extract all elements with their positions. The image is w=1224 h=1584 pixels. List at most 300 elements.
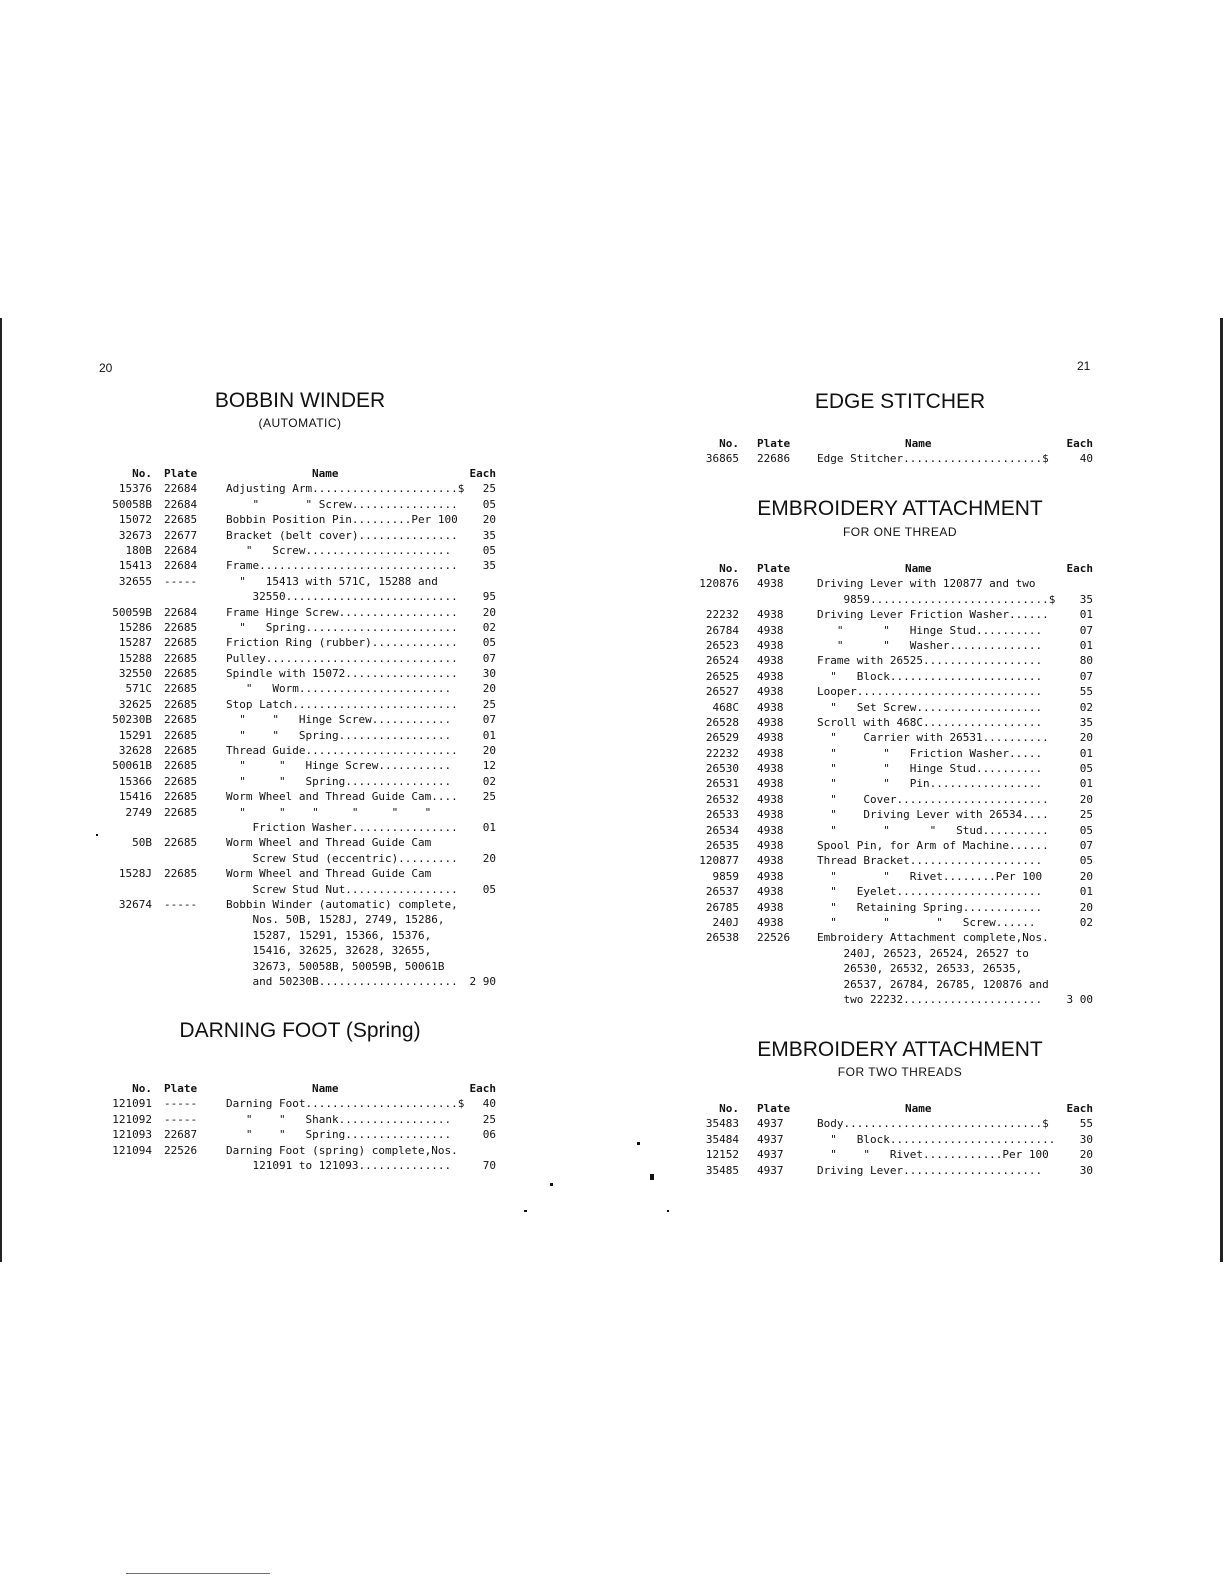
part-number: 26537 [705,885,739,899]
part-name: Friction Ring (rubber)............. [226,636,458,650]
price-each: 01 [1079,746,1093,760]
plate-number: 4938 [757,777,784,791]
table-row [695,853,1100,868]
part-number: 32628 [118,744,152,758]
price-each: 20 [482,744,496,758]
part-name: " " Washer.............. [817,638,1043,652]
plate-number: 22687 [164,1128,198,1142]
part-name: " Cover....................... [817,792,1049,806]
plate-number: 4938 [757,700,784,714]
table-row [695,1116,1100,1131]
part-name: Nos. 50B, 1528J, 2749, 15286, [226,913,445,927]
price-each: 01 [1079,608,1093,622]
part-number: 15288 [118,651,152,665]
part-number: 120877 [699,854,739,868]
part-name: " " Hinge Screw............ [226,713,452,727]
price-each: 30 [1079,1163,1093,1177]
part-name: Embroidery Attachment complete,Nos. [817,931,1049,945]
part-number: 26538 [705,931,739,945]
table-row [100,512,500,527]
price-each: 35 [482,528,496,542]
part-number: 15286 [118,620,152,634]
table-row [695,1132,1100,1147]
header-plate: Plate [757,562,791,575]
part-name: Driving Lever..................... [817,1163,1043,1177]
price-each: 20 [482,851,496,865]
price-each: 25 [482,482,496,496]
price-each: 02 [482,620,496,634]
part-number: 15376 [118,482,152,496]
price-each: 05 [482,636,496,650]
part-number: 26535 [705,839,739,853]
price-each: 07 [482,713,496,727]
table-row [100,589,500,604]
header-plate: Plate [164,1082,198,1095]
embroidery-one-table [695,561,1100,1007]
table-row [100,928,500,943]
table-row [100,1096,500,1111]
table-row [695,451,1100,466]
part-number: 121092 [112,1112,152,1126]
part-number: 50059B [112,605,152,619]
price-each: 07 [482,651,496,665]
part-number: 22232 [705,608,739,622]
part-name: two 22232..................... [817,992,1043,1006]
price-each: 25 [482,1112,496,1126]
table-row [100,743,500,758]
plate-number: ----- [164,897,198,911]
plate-number: 4938 [757,685,784,699]
plate-number: 4938 [757,839,784,853]
part-name: Frame Hinge Screw.................. [226,605,458,619]
table-row [100,681,500,696]
price-each: 35 [1079,592,1093,606]
table-row [100,481,500,496]
print-speck [637,1142,640,1145]
table-row [695,1163,1100,1178]
part-number: 35483 [705,1117,739,1131]
plate-number: 22685 [164,713,198,727]
table-row [100,605,500,620]
price-each: 05 [1079,823,1093,837]
part-name: " " Hinge Stud.......... [817,762,1043,776]
table-row [100,1143,500,1158]
price-each: 35 [482,559,496,573]
price-each: 55 [1079,685,1093,699]
edge-stitcher-title: EDGE STITCHER [814,390,986,413]
table-row [695,730,1100,745]
part-number: 15416 [118,790,152,804]
table-header [695,561,1100,576]
price-each: 3 00 [1066,992,1093,1006]
part-number: 240J [712,915,739,929]
part-number: 36865 [705,452,739,466]
part-name: " Set Screw................... [817,700,1043,714]
part-name: " " Pin................. [817,777,1043,791]
part-number: 15072 [118,513,152,527]
table-row [100,835,500,850]
part-name: " " Spring................ [226,774,452,788]
price-each: 07 [1079,839,1093,853]
table-row [695,715,1100,730]
part-number: 35485 [705,1163,739,1177]
price-each: 20 [482,682,496,696]
plate-number: 22526 [757,931,791,945]
plate-number: 4938 [757,900,784,914]
table-row [100,728,500,743]
part-name: 15287, 15291, 15366, 15376, [226,928,432,942]
table-row [695,977,1100,992]
table-row [100,1112,500,1127]
plate-number: 4938 [757,654,784,668]
plate-number: ----- [164,1112,198,1126]
plate-number: 22684 [164,543,198,557]
price-each: 25 [482,790,496,804]
part-name: Worm Wheel and Thread Guide Cam [226,836,432,850]
price-each: 55 [1079,1117,1093,1131]
header-name: Name [312,467,339,480]
bobbin-winder-title: BOBBIN WINDER [214,389,386,412]
part-name: Frame with 26525.................. [817,654,1043,668]
header-no: No. [719,1102,739,1115]
table-row [100,543,500,558]
plate-number: 22685 [164,667,198,681]
part-name: " " Hinge Stud.......... [817,623,1043,637]
part-name: and 50230B..................... [226,974,458,988]
table-row [695,638,1100,653]
part-name: 26530, 26532, 26533, 26535, [817,962,1023,976]
price-each: 07 [1079,669,1093,683]
header-each: Each [1066,437,1093,450]
price-each: 01 [1079,638,1093,652]
part-name: " Worm....................... [226,682,452,696]
price-each: 05 [482,882,496,896]
table-row [695,700,1100,715]
table-row [100,574,500,589]
part-name: Driving Lever Friction Washer...... [817,608,1049,622]
plate-number: 4938 [757,623,784,637]
plate-number: 22684 [164,605,198,619]
part-name: Spool Pin, for Arm of Machine...... [817,839,1049,853]
header-each: Each [469,1082,496,1095]
table-row [100,497,500,512]
part-name: Bobbin Winder (automatic) complete, [226,897,458,911]
price-each: 20 [1079,869,1093,883]
table-row [100,620,500,635]
header-name: Name [312,1082,339,1095]
header-name: Name [905,562,932,575]
table-row [695,869,1100,884]
part-name: Stop Latch......................... [226,697,458,711]
part-number: 2749 [125,805,152,819]
part-number: 26534 [705,823,739,837]
table-row [695,807,1100,822]
price-each: 2 90 [469,974,496,988]
price-each: 01 [1079,885,1093,899]
plate-number: 22526 [164,1143,198,1157]
header-name: Name [905,437,932,450]
darning-foot-title: DARNING FOOT (Spring) [179,1019,421,1042]
part-number: 32674 [118,897,152,911]
plate-number: 4938 [757,854,784,868]
plate-number: 4938 [757,746,784,760]
part-number: 26525 [705,669,739,683]
price-each: 05 [1079,762,1093,776]
plate-number: ----- [164,574,198,588]
plate-number: 4937 [757,1117,784,1131]
embroidery-two-title: EMBROIDERY ATTACHMENT [757,1038,1043,1061]
print-speck [650,1174,654,1180]
table-row [695,653,1100,668]
part-number: 32625 [118,697,152,711]
part-name: " Retaining Spring............ [817,900,1043,914]
plate-number: 22684 [164,559,198,573]
part-number: 50B [132,836,152,850]
plate-number: 4938 [757,885,784,899]
part-number: 32655 [118,574,152,588]
part-number: 26529 [705,731,739,745]
table-row [100,851,500,866]
table-row [100,635,500,650]
plate-number: 4938 [757,823,784,837]
table-header [100,1081,500,1096]
plate-number: 22685 [164,744,198,758]
table-row [100,651,500,666]
part-number: 121091 [112,1097,152,1111]
part-name: 240J, 26523, 26524, 26527 to [817,946,1029,960]
part-number: 32550 [118,667,152,681]
price-each: 80 [1079,654,1093,668]
table-row [695,607,1100,622]
plate-number: 22685 [164,697,198,711]
part-number: 15366 [118,774,152,788]
table-row [100,974,500,989]
table-row [100,558,500,573]
part-number: 15413 [118,559,152,573]
table-row [695,592,1100,607]
part-name: Bobbin Position Pin.........Per 100 [226,513,458,527]
plate-number: 22685 [164,836,198,850]
part-number: 26528 [705,715,739,729]
plate-number: 4938 [757,808,784,822]
table-row [100,959,500,974]
plate-number: 22685 [164,805,198,819]
part-name: Darning Foot.......................$ [226,1097,465,1111]
header-each: Each [1066,1102,1093,1115]
plate-number: 22685 [164,790,198,804]
part-name: " " Friction Washer..... [817,746,1043,760]
part-name: Bracket (belt cover)............... [226,528,458,542]
header-each: Each [469,467,496,480]
part-number: 50061B [112,759,152,773]
part-number: 50058B [112,497,152,511]
price-each: 20 [1079,792,1093,806]
part-name: " Eyelet...................... [817,885,1043,899]
left-page-edge [0,318,2,1262]
plate-number: 4938 [757,762,784,776]
price-each: 05 [482,497,496,511]
table-row [100,943,500,958]
table-row [695,900,1100,915]
embroidery-one-subtitle: FOR ONE THREAD [842,525,958,539]
table-row [100,1158,500,1173]
part-name: Thread Guide....................... [226,744,458,758]
part-name: Driving Lever with 120877 and two [817,577,1036,591]
table-row [100,712,500,727]
part-name: " " Rivet........Per 100 [817,869,1043,883]
part-name: Spindle with 15072................. [226,667,458,681]
price-each: 02 [1079,915,1093,929]
embroidery-two-subtitle: FOR TWO THREADS [837,1065,963,1079]
part-name: Frame.............................. [226,559,458,573]
table-row [100,882,500,897]
part-number: 26530 [705,762,739,776]
price-each: 01 [1079,777,1093,791]
left-page-number: 20 [99,361,113,375]
table-row [695,930,1100,945]
table-row [695,669,1100,684]
price-each: 25 [1079,808,1093,822]
plate-number: 4937 [757,1163,784,1177]
part-number: 571C [125,682,152,696]
plate-number: 4938 [757,869,784,883]
table-row [100,774,500,789]
table-row [695,992,1100,1007]
part-number: 120876 [699,577,739,591]
price-each: 02 [482,774,496,788]
part-name: 121091 to 121093.............. [226,1158,452,1172]
plate-number: 22685 [164,651,198,665]
table-row [100,789,500,804]
price-each: 40 [1079,452,1093,466]
header-no: No. [132,1082,152,1095]
table-row [695,884,1100,899]
part-number: 26533 [705,808,739,822]
embroidery-two-table [695,1101,1100,1178]
price-each: 01 [482,728,496,742]
plate-number: 22685 [164,636,198,650]
table-row [100,758,500,773]
bobbin-winder-table [100,466,500,989]
table-row [100,528,500,543]
part-name: " Carrier with 26531.......... [817,731,1049,745]
price-each: 25 [482,697,496,711]
table-row [100,866,500,881]
part-number: 121094 [112,1143,152,1157]
plate-number: ----- [164,1097,198,1111]
header-each: Each [1066,562,1093,575]
embroidery-one-title: EMBROIDERY ATTACHMENT [757,497,1043,520]
part-number: 26523 [705,638,739,652]
header-no: No. [719,562,739,575]
part-name: " Block......................... [817,1132,1056,1146]
part-name: Edge Stitcher.....................$ [817,452,1049,466]
part-number: 9859 [712,869,739,883]
part-name: 32550.......................... [226,590,458,604]
plate-number: 4938 [757,638,784,652]
header-no: No. [719,437,739,450]
part-name: Friction Washer................ [226,820,458,834]
print-speck [524,1210,527,1212]
plate-number: 22685 [164,759,198,773]
part-number: 50230B [112,713,152,727]
part-name: Screw Stud (eccentric)......... [226,851,458,865]
part-number: 121093 [112,1128,152,1142]
price-each: 20 [1079,1148,1093,1162]
price-each: 35 [1079,715,1093,729]
plate-number: 22685 [164,728,198,742]
part-name: Screw Stud Nut................. [226,882,458,896]
part-number: 15291 [118,728,152,742]
part-number: 180B [125,543,152,557]
part-name: Worm Wheel and Thread Guide Cam.... [226,790,458,804]
print-speck [96,834,98,836]
part-number: 26784 [705,623,739,637]
part-number: 15287 [118,636,152,650]
price-each: 02 [1079,700,1093,714]
plate-number: 4938 [757,669,784,683]
part-name: 15416, 32625, 32628, 32655, [226,944,432,958]
plate-number: 22686 [757,452,791,466]
part-name: " " Spring................ [226,1128,452,1142]
plate-number: 22677 [164,528,198,542]
header-no: No. [132,467,152,480]
price-each: 01 [482,820,496,834]
header-name: Name [905,1102,932,1115]
table-row [100,697,500,712]
part-number: 1528J [118,867,152,881]
table-row [695,1147,1100,1162]
part-name: " Driving Lever with 26534.... [817,808,1049,822]
part-name: " " Shank................. [226,1112,452,1126]
header-plate: Plate [757,437,791,450]
part-name: 26537, 26784, 26785, 120876 and [817,977,1049,991]
price-each: 12 [482,759,496,773]
part-number: 35484 [705,1132,739,1146]
part-name: " " Screw................ [226,497,458,511]
table-row [695,946,1100,961]
part-name: Thread Bracket.................... [817,854,1043,868]
plate-number: 22685 [164,513,198,527]
table-header [695,1101,1100,1116]
part-name: Looper............................ [817,685,1043,699]
part-name: Adjusting Arm......................$ [226,482,465,496]
bobbin-winder-subtitle: (AUTOMATIC) [258,416,342,430]
plate-number: 22685 [164,682,198,696]
price-each: 05 [482,543,496,557]
part-name: " " Hinge Screw........... [226,759,452,773]
table-row [695,576,1100,591]
table-row [100,820,500,835]
table-row [695,915,1100,930]
price-each: 20 [482,513,496,527]
table-row [100,666,500,681]
bottom-underline [126,1573,270,1574]
plate-number: 4938 [757,577,784,591]
table-row [100,897,500,912]
right-page-edge [1220,318,1223,1262]
part-number: 12152 [705,1148,739,1162]
price-each: 06 [482,1128,496,1142]
table-row [695,623,1100,638]
part-name: " Block....................... [817,669,1043,683]
part-name: 9859...........................$ [817,592,1056,606]
table-header [695,436,1100,451]
price-each: 40 [482,1097,496,1111]
part-number: 468C [712,700,739,714]
price-each: 95 [482,590,496,604]
part-name: " " Rivet............Per 100 [817,1148,1049,1162]
